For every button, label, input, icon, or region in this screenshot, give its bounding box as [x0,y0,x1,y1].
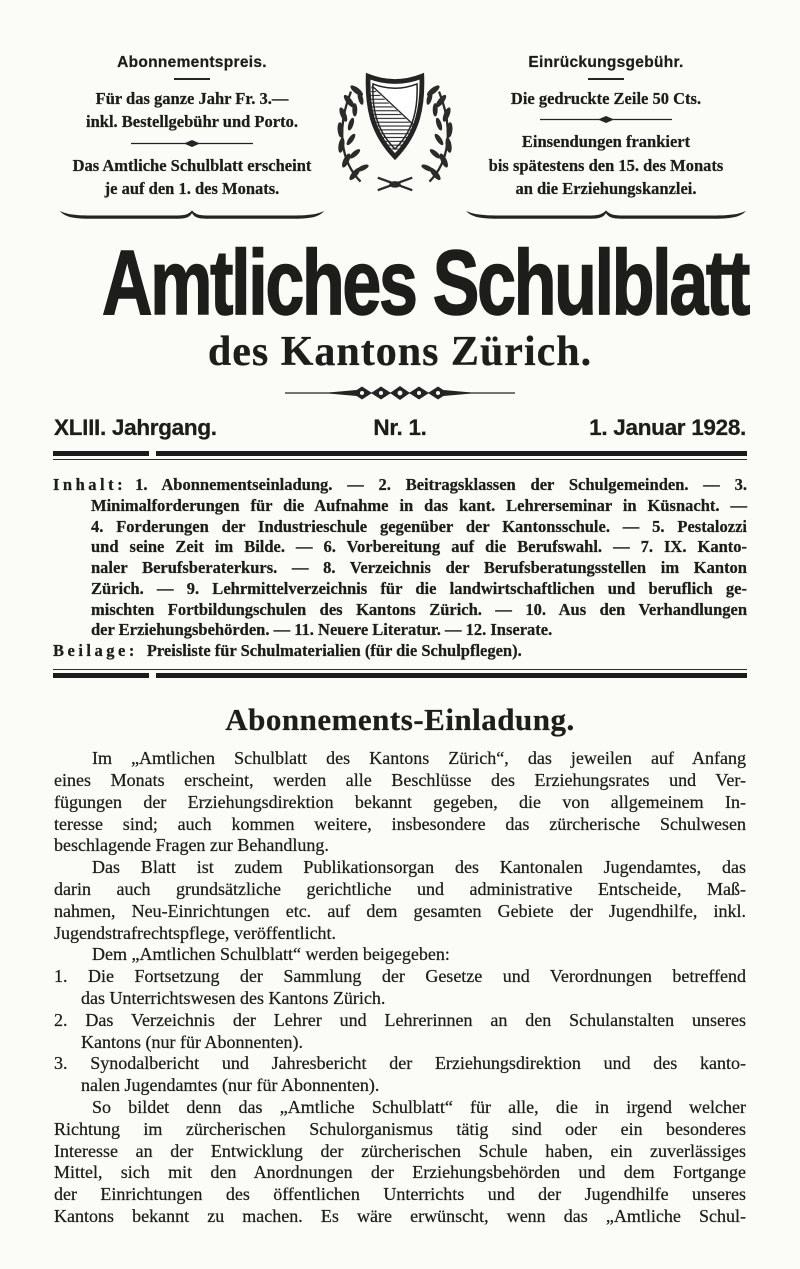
newspaper-title-text: Amtliches Schulblatt [101,231,748,334]
text-line: Für das ganze Jahr Fr. 3.— [95,89,289,108]
article-heading: Abonnements-Einladung. [225,702,575,738]
paragraph-1 [54,748,746,857]
publication-schedule-text [56,154,328,201]
text-line: teresse sind; auch kommen weitere, insbesondere das zürcherische Schulwesen [54,813,746,834]
insertion-fee-heading: Einrückungsgebühr. [528,54,684,71]
submission-instructions-text [462,130,750,200]
text-line: Das Blatt ist zudem Publikationsorgan des Kantonalen Jugendamtes, das [92,857,746,878]
text-line: 1. Die Fortsetzung der Sammlung der Gesetze und Verordnungen betreffend [54,966,746,987]
text-line: bis spätestens den 15. des Monats [488,155,724,175]
text-line: Jugendstrafrechtspflege, veröffentlicht. [54,922,337,943]
text-line: 4. Forderungen der Industrieschule gegenüber der Kantonsschule. — 5. Pestalozzi [91,516,747,536]
issue-info-line [54,415,746,441]
text-line: Richtung im zürcherischen Schulorganismus tätig sind oder ein besonderes [54,1118,746,1139]
issue-date-label: 1. Januar 1928. [589,414,747,440]
text-line: das Unterrichtswesen des Kantons Zürich. [81,987,386,1008]
contents-lines [91,496,747,641]
diamond-chain-ornament [285,383,515,403]
list-item-3 [54,1053,746,1097]
text-line: der Erziehungsbehörden. — 11. Neuere Literatur. — 12. Inserate. [91,620,553,640]
text-line: So bildet denn das „Amtliche Schulblatt“ für alle, die in irgend welcher [92,1096,746,1117]
masthead [0,0,800,223]
supplement-text: Preisliste für Schulmaterialien (für die Schulpflegen). [146,641,522,660]
text-line: darin auch grundsätzliche gerichtliche und administrative Entscheide, Maß- [54,878,746,899]
subscription-price-heading: Abonnementspreis. [117,54,267,71]
volume-label: XLIII. Jahrgang. [54,414,217,440]
text-line: Interesse an der Entwicklung der zürcherischen Schule haben, ein zuverlässiges [54,1140,746,1161]
contents-first-line-text: 1. Abonnementseinladung. — 2. Beitragsklassen der Schulgemeinden. — 3. [135,475,747,495]
text-line: naler Berufsberaterkurs. — 8. Verzeichnis der Berufsberatungsstellen im Kanton [91,558,747,578]
text-line: nahmen, Neu-Einrichtungen etc. auf dem gesamten Gebiete der Jugendhilfe, inkl. [54,900,746,921]
article-body [54,748,746,1228]
newspaper-subtitle: des Kantons Zürich. [207,328,593,375]
text-line: 3. Synodalbericht und Jahresbericht der Erziehungsdirektion und des kanto- [54,1053,746,1074]
contents-first-line [53,475,747,496]
text-line: mischten Fortbildungschulen des Kantons Zürich. — 10. Aus den Verhandlungen [91,599,747,619]
text-line: und seine Zeit im Bilde. — 6. Vorbereitung auf die Berufswahl. — 7. IX. Kanto- [91,537,747,557]
diamond-divider [127,139,257,148]
subscription-price-text [56,87,328,134]
text-line: Kantons bekannt zu machen. Es wäre erwünscht, wenn das „Amtliche Schul- [54,1205,746,1226]
underbrace-ornament [56,208,328,223]
text-line: Dem „Amtlichen Schulblatt“ werden beigegeben: [92,944,450,965]
text-line: 2. Das Verzeichnis der Lehrer und Lehrerinnen an den Schulanstalten unseres [54,1009,746,1030]
text-line: inkl. Bestellgebühr und Porto. [86,112,298,132]
zurich-coat-of-arms-icon [328,54,462,200]
text-line: fügungen der Erziehungsdirektion bekannt gegeben, die von allgemeinem In- [54,791,746,812]
text-line: Zürich. — 9. Lehrmittelverzeichnis für die landwirtschaftlichen und beruflich ge- [91,578,747,598]
text-line: an die Erziehungskanzlei. [515,179,697,199]
contents-label: Inhalt: [53,475,127,495]
text-line: beschlagende Fragen zur Behandlung. [54,835,329,856]
short-rule [588,78,624,80]
emblem-container [328,46,462,205]
text-line: Minimalforderungen für die Aufnahme in das kant. Lehrerseminar in Küsnacht. — [91,496,747,516]
list-item-2 [54,1010,746,1054]
text-line: Im „Amtlichen Schulblatt des Kantons Zürich“, das jeweilen auf Anfang [92,748,746,769]
paragraph-2 [54,857,746,944]
diamond-divider [536,115,676,124]
list-item-1 [54,966,746,1010]
text-line: je auf den 1. des Monats. [104,179,280,199]
text-line: Einsendungen frankiert [521,132,691,152]
text-line: Kantons (nur für Abonnenten). [81,1031,303,1052]
paragraph-3 [54,944,746,966]
underbrace-ornament [462,208,750,223]
newspaper-title [0,231,800,334]
issue-number-label: Nr. 1. [373,414,427,440]
text-line: Das Amtliche Schulblatt erscheint [72,155,312,175]
text-line: eines Monats erscheint, werden alle Beschlüsse des Erziehungsrates und Ver- [54,770,746,790]
text-line: der Einrichtungen des öffentlichen Unterrichts und der Jugendhilfe unseres [54,1184,746,1205]
supplement-label: Beilage: [53,641,138,660]
double-rule-bottom [53,669,747,679]
double-rule-top [53,451,747,461]
table-of-contents [53,475,747,661]
short-rule [174,78,210,80]
supplement-line [53,641,747,662]
text-line: Mittel, sich mit den Anordnungen der Erziehungsbehörden und dem Fortgange [54,1162,746,1183]
insertion-fee-text [462,87,750,110]
insertion-fee-block [462,46,750,223]
text-line: Die gedruckte Zeile 50 Cts. [510,89,702,108]
paragraph-4 [54,1097,746,1228]
subscription-price-block [56,46,328,223]
text-line: nalen Jugendamtes (nur für Abonnenten). [81,1075,380,1096]
